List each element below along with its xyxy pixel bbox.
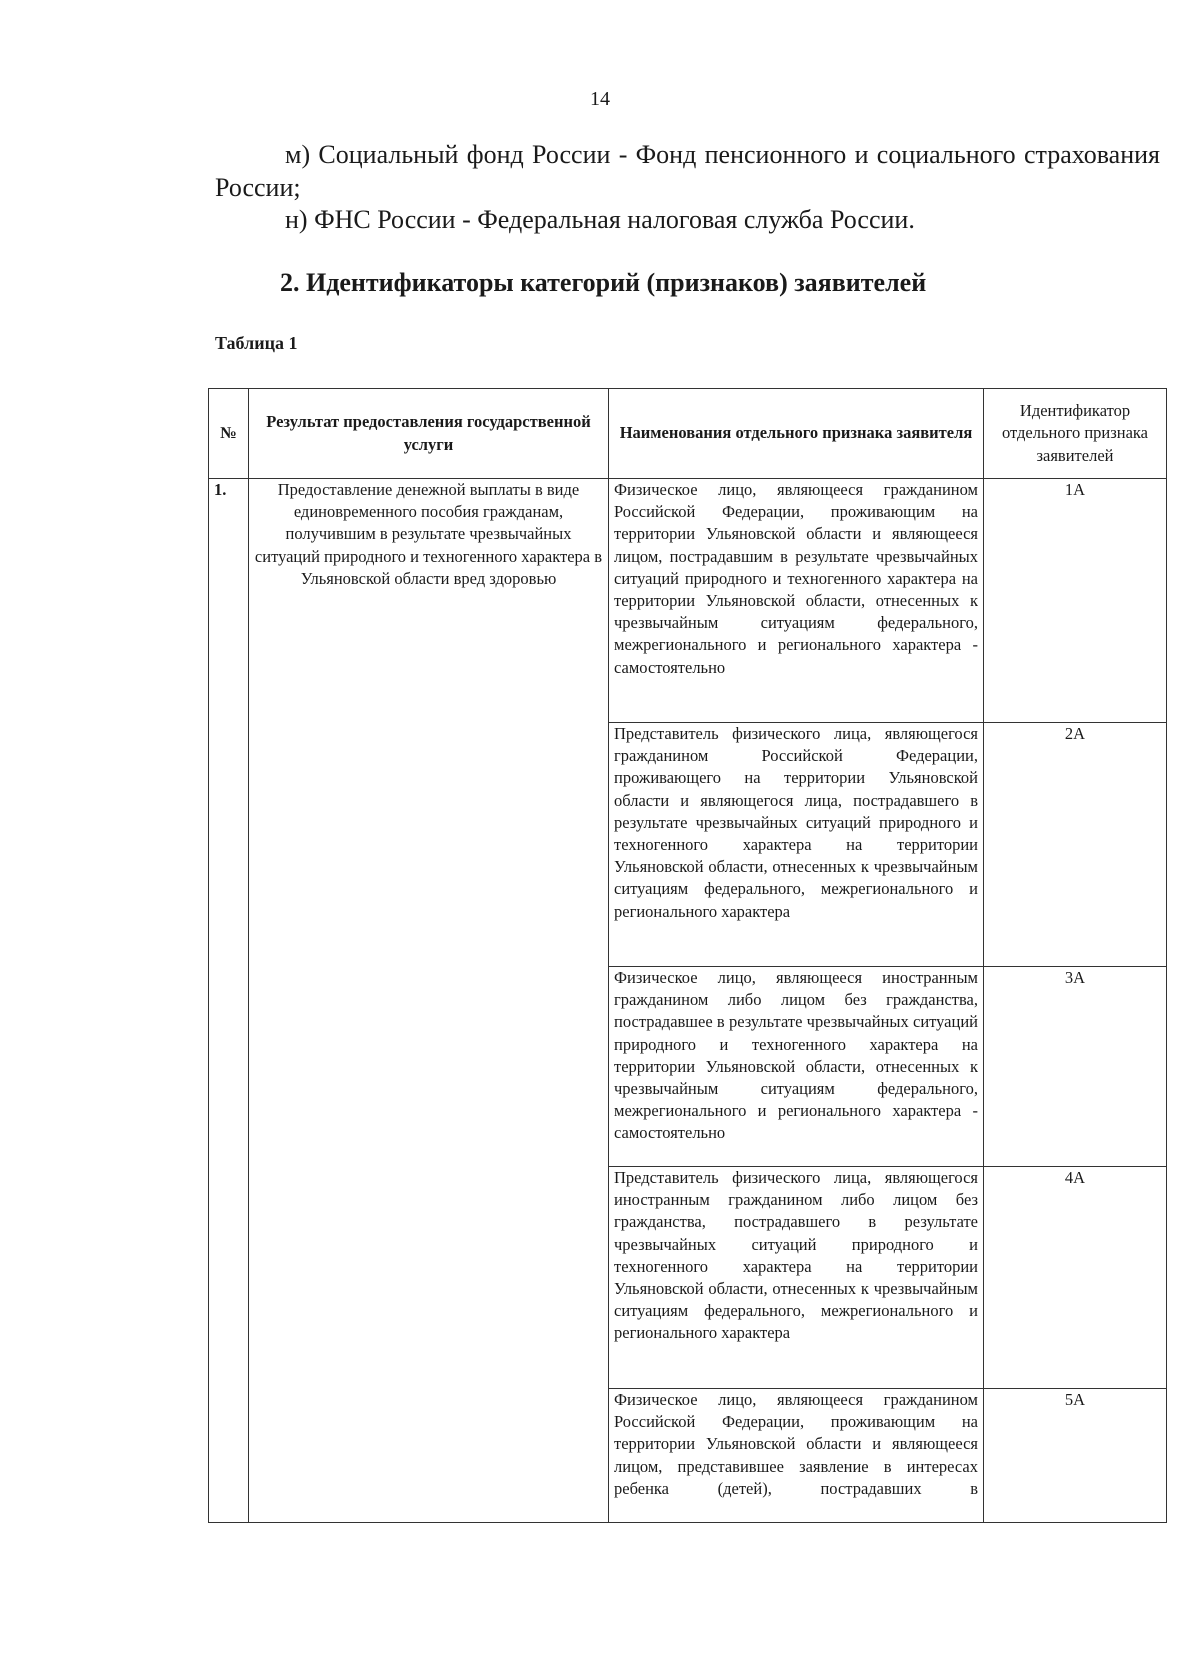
header-feature: Наименования отдельного признака заявителя [609, 389, 984, 479]
table-row [209, 479, 1167, 723]
feature-cell-3: Физическое лицо, являющееся иностранным гражданином либо лицом без гражданства, пострадавшее в результате чрезвычайных ситуаций природного и техногенного характера на территории Ульяновской области, отнесенных к чрезвычайным ситуациям федерального, межрегионального и регионального характера - самостоятельно [609, 967, 984, 1167]
identifier-cell-5: 5А [984, 1389, 1167, 1523]
section-heading: 2. Идентификаторы категорий (признаков) заявителей [280, 268, 927, 297]
applicant-categories-table [208, 388, 1167, 1523]
result-cell: Предоставление денежной выплаты в виде единовременного пособия гражданам, получившим в результате чрезвычайных ситуаций природного и техногенного характера в Ульяновской области вред здоровью [249, 479, 609, 1523]
identifier-cell-3: 3А [984, 967, 1167, 1167]
feature-cell-2: Представитель физического лица, являющегося гражданином Российской Федерации, проживающего на территории Ульяновской области и являющегося лица, пострадавшего в результате чрезвычайных ситуаций природного и техногенного характера на территории Ульяновской области, отнесенных к чрезвычайным ситуациям федерального, межрегионального и регионального характера [609, 723, 984, 967]
paragraph-m: м) Социальный фонд России - Фонд пенсионного и социального страхования России; [215, 140, 1160, 202]
table-header-row [209, 389, 1167, 479]
feature-cell-5: Физическое лицо, являющееся гражданином Российской Федерации, проживающим на территории Ульяновской области и являющееся лицом, представившее заявление в интересах ребенка (детей), пострадавших в [609, 1389, 984, 1523]
identifier-cell-4: 4А [984, 1167, 1167, 1389]
feature-cell-4: Представитель физического лица, являющегося иностранным гражданином либо лицом без гражданства, пострадавшего в результате чрезвычайных ситуаций природного и техногенного характера на территории Ульяновской области, отнесенных к чрезвычайным ситуациям федерального, межрегионального и регионального характера [609, 1167, 984, 1389]
row-number: 1. [209, 479, 249, 1523]
header-number: № [209, 389, 249, 479]
page-number: 14 [590, 88, 610, 110]
identifier-cell-1: 1А [984, 479, 1167, 723]
table-caption: Таблица 1 [215, 333, 298, 353]
header-identifier: Идентификатор отдельного признака заявителей [984, 389, 1167, 479]
identifier-cell-2: 2А [984, 723, 1167, 967]
paragraph-n: н) ФНС России - Федеральная налоговая служба России. [285, 205, 915, 234]
feature-cell-1: Физическое лицо, являющееся гражданином Российской Федерации, проживающим на территории Ульяновской области и являющееся лицом, пострадавшим в результате чрезвычайных ситуаций природного и техногенного характера на территории Ульяновской области, отнесенных к чрезвычайным ситуациям федерального, межрегионального и регионального характера - самостоятельно [609, 479, 984, 723]
header-result: Результат предоставления государственной услуги [249, 389, 609, 479]
